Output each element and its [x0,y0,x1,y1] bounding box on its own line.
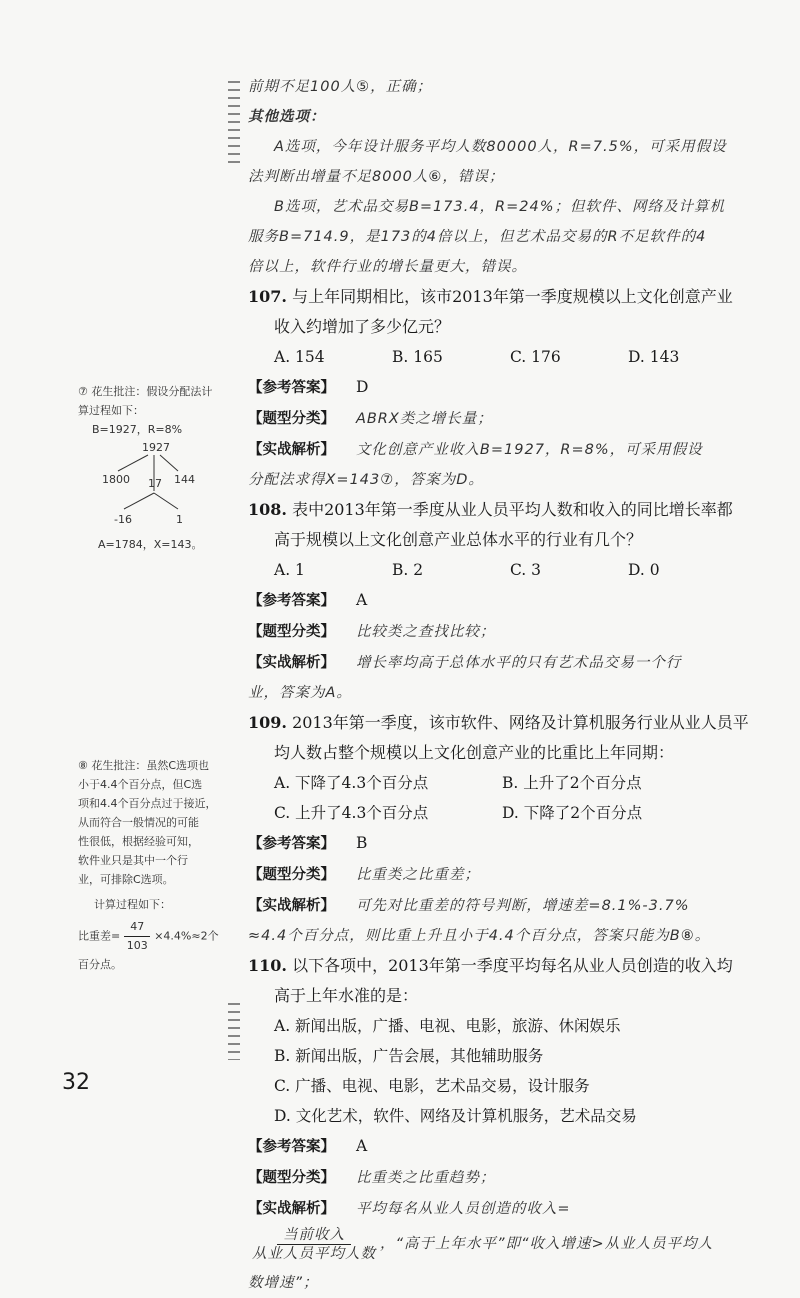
side-note-formula: B=1927，R=8% [92,423,183,436]
answer-row [248,828,758,859]
question-text: 均人数占整个规模以上文化创意产业的比重比上年同期： [274,743,675,762]
question-text: 高于规模以上文化创意产业总体水平的行业有几个？ [274,530,643,549]
option-b: B. 2 [392,561,424,579]
option-d: D. 143 [628,348,680,366]
type-row [248,403,758,434]
type-tag: 【题型分类】 [248,867,335,883]
question-107 [248,282,758,312]
option-c: C. 广播、电视、电影，艺术品交易，设计服务 [274,1077,590,1095]
type-tag: 【题型分类】 [248,1170,335,1186]
question-110 [248,951,758,981]
tree-edge [160,455,178,471]
side-note-line: 百分点。 [78,958,122,971]
side-note-line: 小于4.4个百分点，但C选 [78,778,203,791]
answer-row [248,372,758,403]
type-value: 比重类之比重趋势； [355,1170,496,1186]
side-note-1 [78,382,218,554]
option-a-line: A选项，今年设计服务平均人数80000人，R=7.5%，可采用假设 [274,139,727,155]
analysis-row [248,434,758,465]
question-text: 以下各项中，2013年第一季度平均每名从业人员创造的收入均 [292,956,733,975]
tree-mid: 17 [148,477,162,490]
side-note-line: 从而符合一般情况的可能 [78,816,199,829]
options-row [248,342,758,372]
option-a: A. 下降了4.3个百分点 [274,774,429,792]
formula-prefix: 比重差= [78,929,121,943]
option-c: C. 上升了4.3个百分点 [274,804,429,822]
answer-value: A [355,1137,368,1155]
side-note-line: 业，可排除C选项。 [78,873,174,886]
margin-wavy-line [228,78,240,164]
fraction-denominator: 从业人员平均人数 [252,1245,376,1262]
tree-edge [124,493,154,509]
analysis-row [248,1193,758,1224]
question-text: 收入约增加了多少亿元？ [274,317,451,336]
type-value: ABRX类之增长量； [355,411,493,427]
allocation-tree-diagram [78,439,218,529]
other-options-heading: 其他选项： [248,109,326,125]
formula-suffix: ×4.4%≈2个 [154,929,219,943]
option-b-line: 服务B=714.9，是173的4倍以上，但艺术品交易的R不足软件的4 [248,229,707,245]
answer-tag: 【参考答案】 [248,593,335,609]
main-column [248,72,758,1298]
side-note-line: 算过程如下： [78,404,144,417]
margin-wavy-line [228,1000,240,1060]
question-text: 与上年同期相比，该市2013年第一季度规模以上文化创意产业 [292,287,733,306]
side-note-result: A=1784，X=143。 [98,538,203,551]
analysis-text: 数增速”； [248,1275,319,1291]
option-b: B. 新闻出版，广告会展，其他辅助服务 [274,1047,544,1065]
fraction [124,918,150,955]
option-d: D. 0 [628,561,660,579]
option-d: D. 文化艺术，软件、网络及计算机服务，艺术品交易 [274,1107,637,1125]
side-note-line: 软件业只是其中一个行 [78,854,188,867]
side-note-formula [78,918,218,955]
option-c: C. 3 [510,561,542,579]
type-value: 比重类之比重差； [355,867,480,883]
type-row [248,859,758,890]
type-tag: 【题型分类】 [248,624,335,640]
type-tag: 【题型分类】 [248,411,335,427]
question-108 [248,495,758,525]
analysis-text: ≈4.4个百分点，则比重上升且小于4.4个百分点，答案只能为B⑧。 [248,928,711,944]
question-text: 2013年第一季度，该市软件、网络及计算机服务行业从业人员平 [292,713,749,732]
answer-tag: 【参考答案】 [248,380,335,396]
tree-right: 144 [174,473,195,486]
analysis-text: 可先对比重差的符号判断，增速差=8.1%-3.7% [355,898,690,914]
side-note-line: 性很低，根据经验可知， [78,835,199,848]
intro-line: 前期不足100人⑤，正确； [248,79,433,95]
tree-left: 1800 [102,473,130,486]
option-a: A. 1 [274,561,305,579]
answer-tag: 【参考答案】 [248,836,335,852]
side-note-line: 项和4.4个百分点过于接近， [78,797,217,810]
analysis-text: ，“高于上年水平”即“收入增速>从业人员平均人 [380,1236,714,1252]
option-b-line: 倍以上，软件行业的增长量更大，错误。 [248,259,527,275]
answer-value: A [355,591,368,609]
answer-row [248,1131,758,1162]
question-text: 高于上年水准的是： [274,986,419,1005]
option-a: A. 154 [274,348,325,366]
answer-tag: 【参考答案】 [248,1139,335,1155]
analysis-tag: 【实战解析】 [248,1201,335,1217]
type-value: 比较类之查找比较； [355,624,496,640]
tree-right-leaf: 1 [176,513,183,526]
answer-value: B [355,834,368,852]
analysis-formula-row [248,1224,758,1268]
analysis-text: 文化创意产业收入B=1927，R=8%，可采用假设 [355,442,703,458]
option-a: A. 新闻出版，广播、电视、电影，旅游、休闲娱乐 [274,1017,621,1035]
answer-value: D [355,378,369,396]
analysis-text: 增长率均高于总体水平的只有艺术品交易一个行 [355,655,682,671]
side-note-line: ⑧ 花生批注：虽然C选项也 [78,759,210,772]
analysis-text: 分配法求得X=143⑦，答案为D。 [248,472,484,488]
fraction [252,1226,376,1263]
analysis-text: 平均每名从业人员创造的收入= [355,1201,571,1217]
analysis-tag: 【实战解析】 [248,898,335,914]
type-row [248,1162,758,1193]
option-d: D. 下降了2个百分点 [502,804,643,822]
tree-left-leaf: -16 [114,513,132,526]
type-row [248,616,758,647]
option-b: B. 上升了2个百分点 [502,774,642,792]
options-row [248,555,758,585]
analysis-row [248,647,758,678]
tree-root: 1927 [142,441,170,454]
question-number: 107. [248,287,287,306]
analysis-tag: 【实战解析】 [248,442,335,458]
side-note-calc-label: 计算过程如下： [94,898,171,911]
option-c: C. 176 [510,348,561,366]
side-note-line: ⑦ 花生批注：假设分配法计 [78,385,213,398]
question-number: 109. [248,713,287,732]
fraction-numerator: 47 [124,918,150,937]
side-note-2 [78,756,218,974]
options-row [248,768,758,798]
analysis-text: 业，答案为A。 [248,685,352,701]
fraction-numerator: 当前收入 [277,1226,351,1245]
tree-edge [118,455,148,471]
page-number: 32 [62,1070,90,1095]
question-109 [248,708,758,738]
option-b-line: B选项，艺术品交易B=173.4，R=24%；但软件、网络及计算机 [274,199,726,215]
analysis-tag: 【实战解析】 [248,655,335,671]
answer-row [248,585,758,616]
tree-edge [154,493,178,509]
fraction-denominator: 103 [126,939,148,952]
options-row [248,798,758,828]
question-text: 表中2013年第一季度从业人员平均人数和收入的同比增长率都 [292,500,733,519]
question-number: 110. [248,956,287,975]
option-a-line: 法判断出增量不足8000人⑥，错误； [248,169,505,185]
analysis-row [248,890,758,921]
question-number: 108. [248,500,287,519]
option-b: B. 165 [392,348,443,366]
